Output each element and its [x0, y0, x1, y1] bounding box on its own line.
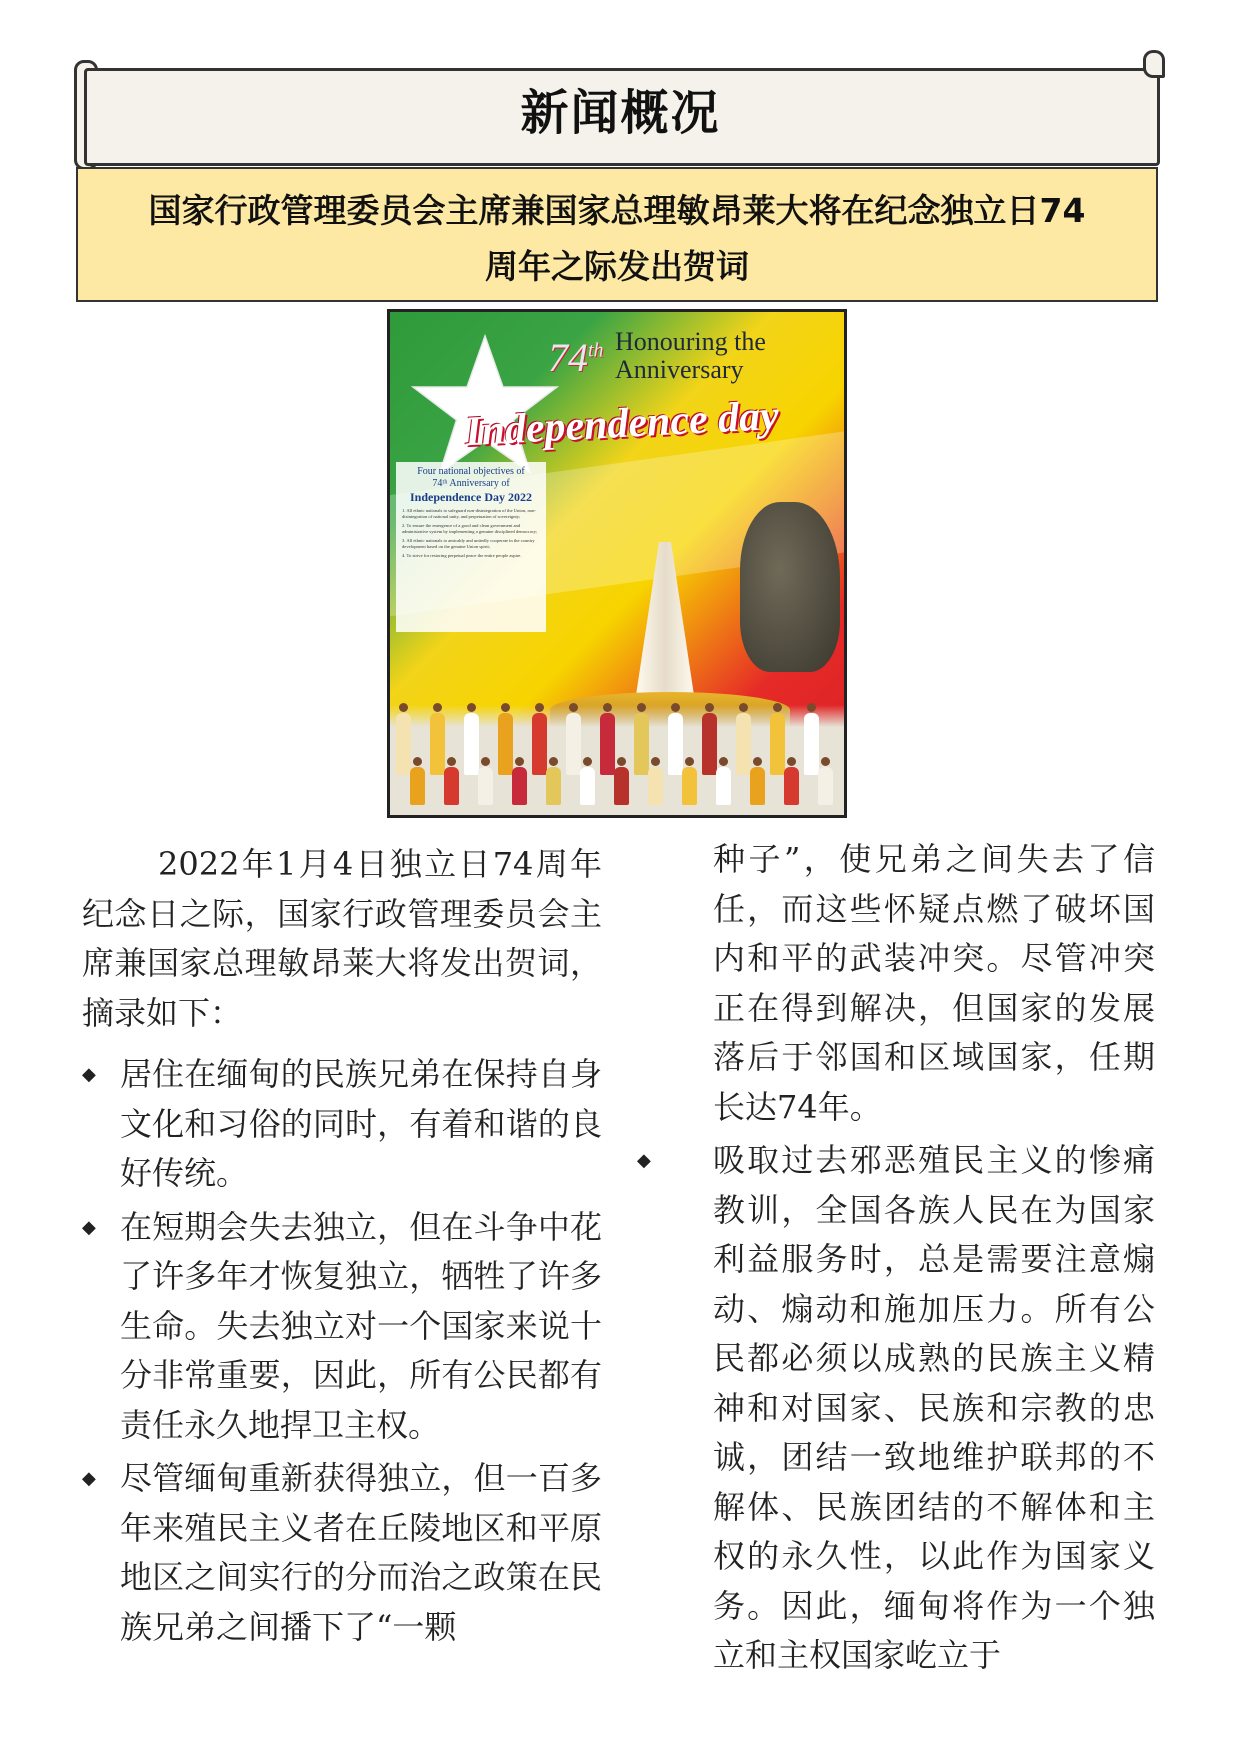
person-figure [770, 713, 785, 775]
objectives-title-2: 74ᵗʰ Anniversary of [432, 478, 510, 489]
person-figure [648, 767, 663, 805]
article-left-column [82, 840, 602, 1656]
bullet-item [637, 1136, 1155, 1681]
person-figure [498, 713, 513, 775]
person-figure [634, 713, 649, 775]
bullet-item [82, 1203, 602, 1451]
person-figure [444, 767, 459, 805]
title-banner [78, 60, 1163, 164]
person-figure [804, 713, 819, 775]
diamond-bullet-icon: ◆ [82, 1064, 96, 1085]
bullet-continuation [675, 835, 1155, 1132]
bullet-text: 尽管缅甸重新获得独立，但一百多年来殖民主义者在丘陵地区和平原地区之间实行的分而治之政策在民族兄弟之间播下了“一颗 [120, 1459, 602, 1646]
headline-line-2: 周年之际发出贺词 [485, 247, 749, 286]
bullet-item [82, 1454, 602, 1652]
group-photo [390, 705, 844, 815]
person-figure [716, 767, 731, 805]
poster-number: 74th [548, 335, 604, 380]
person-figure [736, 713, 751, 775]
independence-day-poster [387, 309, 847, 818]
objective-item: 2. To ensure the emergence of a good and clean government and administrative system by implementing a genuine disciplined democracy; [402, 523, 538, 534]
diamond-bullet-icon: ◆ [82, 1468, 96, 1489]
banner-title: 新闻概况 [520, 85, 721, 141]
bullet-text: 吸取过去邪恶殖民主义的惨痛教训，全国各族人民在为国家利益服务时，总是需要注意煽动、煽动和施加压力。所有公民都必须以成熟的民族主义精神和对国家、民族和宗教的忠诚，团结一致地维护联邦的不解体、民族团结的不解体和主权的永久性，以此作为国家义务。因此，缅甸将作为一个独立和主权国家屹立于 [713, 1141, 1155, 1674]
lion-statue-image [740, 502, 840, 672]
bullet-text: 在短期会失去独立，但在斗争中花了许多年才恢复独立，牺牲了许多生命。失去独立对一个国家来说十分非常重要，因此，所有公民都有责任永久地捍卫主权。 [120, 1207, 602, 1444]
person-figure [430, 713, 445, 775]
objective-item: 4. To strive for restoring perpetual peace the entire people aspire. [402, 553, 522, 558]
person-figure [512, 767, 527, 805]
objective-item: 1. All ethnic nationals to safeguard non-disintegration of the Union, non-disintegration of national unity, and perpetuation of sovereignty; [402, 508, 536, 519]
headline-box [76, 167, 1158, 302]
objectives-panel [396, 462, 546, 632]
person-figure [614, 767, 629, 805]
person-figure [396, 713, 411, 775]
person-figure [818, 767, 833, 805]
diamond-bullet-icon: ◆ [82, 1216, 96, 1238]
headline [88, 183, 1146, 295]
article-intro: 2022年1月4日独立日74周年纪念日之际，国家行政管理委员会主席兼国家总理敏昂莱大将发出贺词，摘录如下： [82, 845, 602, 1032]
objective-item: 3. All ethnic nationals to amicably and unitedly cooperate in the country development based on the genuine Union spirit; [402, 538, 535, 549]
person-figure [682, 767, 697, 805]
person-figure [464, 713, 479, 775]
bullet-item [82, 1050, 602, 1199]
bullet-text: 居住在缅甸的民族兄弟在保持自身文化和习俗的同时，有着和谐的良好传统。 [120, 1055, 602, 1192]
person-figure [546, 767, 561, 805]
pagoda-spire [635, 542, 695, 702]
diamond-bullet-icon: ◆ [637, 1150, 651, 1171]
person-figure [784, 767, 799, 805]
person-figure [668, 713, 683, 775]
person-figure [750, 767, 765, 805]
person-figure [600, 713, 615, 775]
continuation-text: 种子”，使兄弟之间失去了信任，而这些怀疑点燃了破坏国内和平的武装冲突。尽管冲突正在得到解决，但国家的发展落后于邻国和区域国家，任期长达74年。 [713, 840, 1155, 1126]
person-figure [478, 767, 493, 805]
poster-honouring-text: Honouring the Anniversary [615, 327, 766, 384]
poster-independence-title: Independence day [464, 392, 780, 456]
headline-line-1: 国家行政管理委员会主席兼国家总理敏昂莱大将在纪念独立日74 [148, 191, 1086, 230]
person-figure [410, 767, 425, 805]
person-figure [566, 713, 581, 775]
person-figure [580, 767, 595, 805]
person-figure [702, 713, 717, 775]
person-figure [532, 713, 547, 775]
objectives-title-3: Independence Day 2022 [409, 490, 532, 504]
objectives-title-1: Four national objectives of [417, 466, 525, 477]
article-right-column [637, 835, 1155, 1685]
